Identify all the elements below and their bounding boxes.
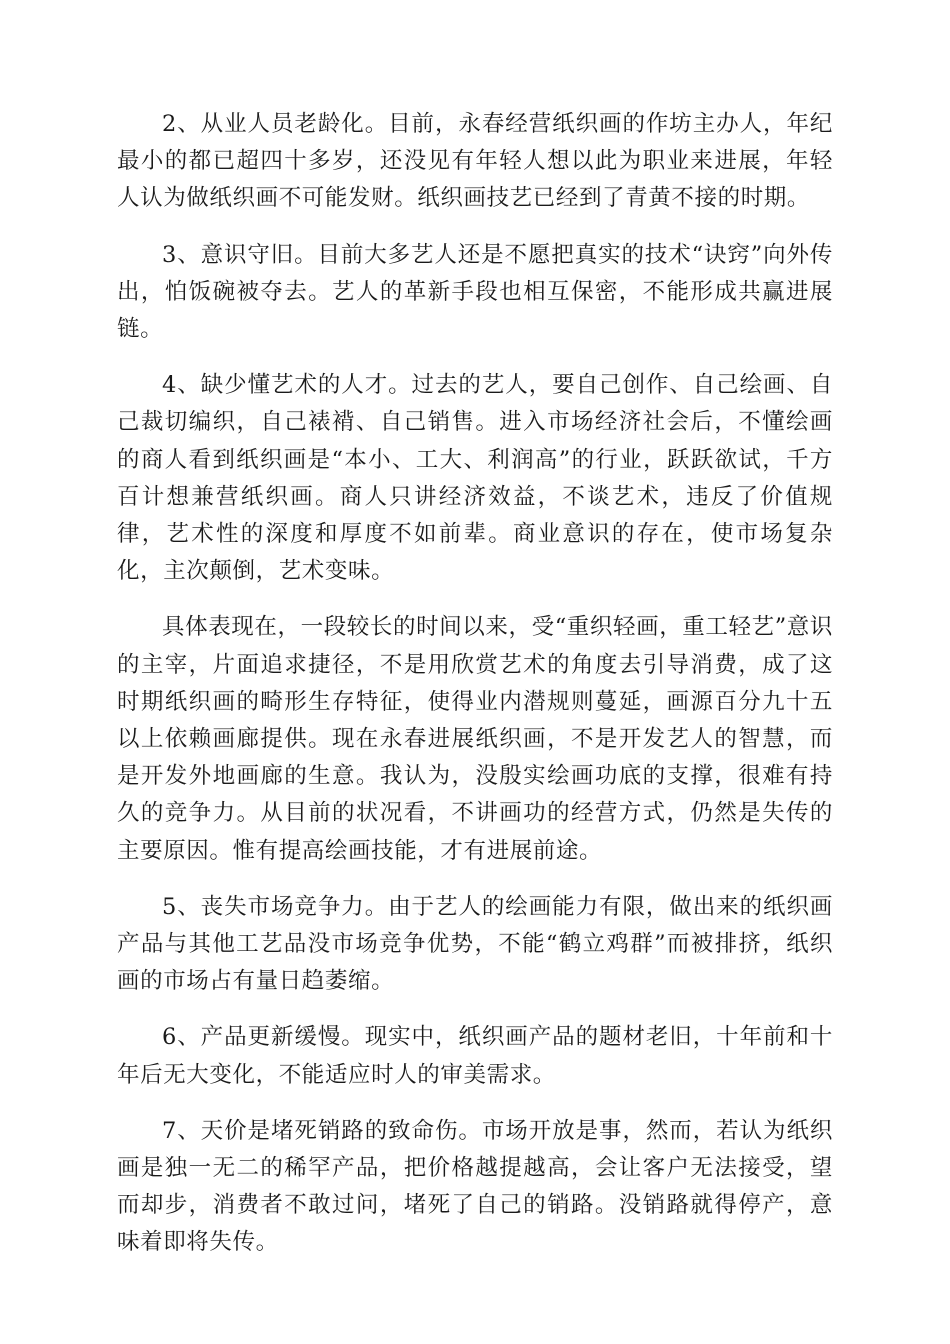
paragraph-specific-manifestation: 具体表现在，一段较长的时间以来，受“重织轻画，重工轻艺”意识的主宰，片面追求捷径，不是用欣赏艺术的角度去引导消费，成了这时期纸织画的畸形生存特征，使得业内潜规则蔓延，画源百分九十五以上依赖画廊提供。现在永春进展纸织画，不是开发艺人的智慧，而是开发外地画廊的生意。我认为，没殷实绘画功底的支撑，很难有持久的竞争力。从目前的状况看，不讲画功的经营方式，仍然是失传的主要原因。惟有提高绘画技能，才有进展前途。 [117, 614, 834, 864]
paragraph-sky-high-prices: 7、天价是堵死销路的致命伤。市场开放是事，然而，若认为纸织画是独一无二的稀罕产品，把价格越提越高，会让客户无法接受，望而却步，消费者不敢过问，堵死了自己的销路。没销路就得停产，意味着即将失传。 [117, 1117, 833, 1256]
paragraph-slow-product-update: 6、产品更新缓慢。现实中，纸织画产品的题材老旧，十年前和十年后无大变化，不能适应时人的审美需求。 [117, 1024, 833, 1088]
paragraph-aging-workforce: 2、从业人员老龄化。目前，永春经营纸织画的作坊主办人，年纪最小的都已超四十多岁，还没见有年轻人想以此为职业来进展，年轻人认为做纸织画不可能发财。纸织画技艺已经到了青黄不接的时期。 [117, 111, 833, 212]
paragraph-lost-competitiveness: 5、丧失市场竞争力。由于艺人的绘画能力有限，做出来的纸织画产品与其他工艺品没市场竞争优势，不能“鹤立鸡群”而被排挤，纸织画的市场占有量日趋萎缩。 [117, 893, 833, 995]
paragraph-lack-of-art-talent: 4、缺少懂艺术的人才。过去的艺人，要自己创作、自己绘画、自己裁切编织，自己裱褙、自己销售。进入市场经济社会后，不懂绘画的商人看到纸织画是“本小、工大、利润高”的行业，跃跃欲试，千方百计想兼营纸织画。商人只讲经济效益，不谈艺术，违反了价值规律，艺术性的深度和厚度不如前辈。商业意识的存在，使市场复杂化，主次颠倒，艺术变味。 [117, 372, 833, 585]
document-body [117, 106, 833, 1281]
paragraph-conservative-mindset: 3、意识守旧。目前大多艺人还是不愿把真实的技术“诀窍”向外传出，怕饭碗被夺去。艺人的革新手段也相互保密，不能形成共赢进展链。 [117, 241, 833, 343]
